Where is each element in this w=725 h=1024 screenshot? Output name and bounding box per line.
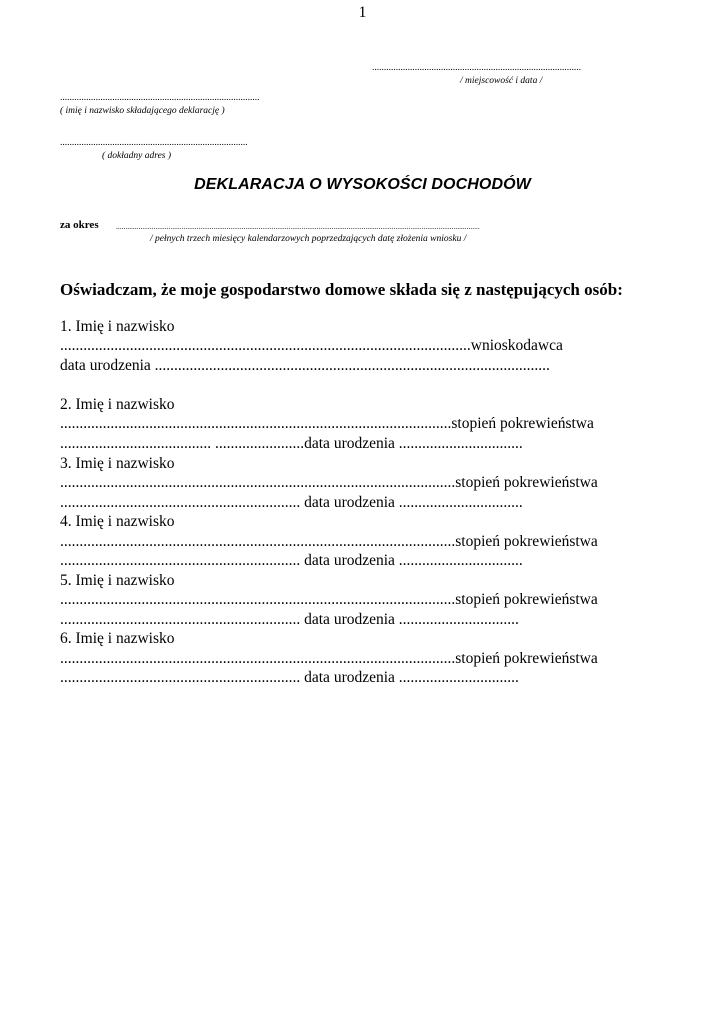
place-date-dots: ........................................................................................ (372, 63, 581, 73)
period-label: za okres (60, 219, 99, 231)
person-1-line1: ..........................................................................................................wnioskodawca (60, 337, 563, 354)
period-caption: / pełnych trzech miesięcy kalendarzowych poprzedzających datę złożenia wniosku / (150, 234, 467, 244)
person-1-heading: 1. Imię i nazwisko (60, 318, 175, 335)
declarant-name-caption: ( imię i nazwisko składającego deklarację ) (60, 106, 225, 116)
person-5-heading: 5. Imię i nazwisko (60, 572, 175, 589)
person-6-line2: .............................................................. data urodzenia ............................... (60, 669, 519, 686)
person-4-line2: .............................................................. data urodzenia ................................ (60, 552, 523, 569)
place-date-caption: / miejscowość i data / (460, 76, 543, 86)
person-2-heading: 2. Imię i nazwisko (60, 396, 175, 413)
address-dots: ............................................................................... (60, 138, 248, 148)
person-2-line1: .....................................................................................................stopień pokrewieństwa (60, 415, 594, 432)
address-caption: ( dokładny adres ) (102, 151, 172, 161)
person-4-line1: ......................................................................................................stopień pokrewieństwa (60, 533, 598, 550)
person-5-line1: ......................................................................................................stopień pokrewieństwa (60, 591, 598, 608)
person-6-heading: 6. Imię i nazwisko (60, 630, 175, 647)
person-3-line2: .............................................................. data urodzenia ................................ (60, 494, 523, 511)
page-number: 1 (358, 4, 367, 21)
person-3-heading: 3. Imię i nazwisko (60, 455, 175, 472)
person-1-line2: data urodzenia ...................................................................................................... (60, 357, 550, 374)
period-dots: .................................................................................................................................................................................................. (116, 222, 480, 231)
person-2-line2: ....................................... .......................data urodzenia ................................ (60, 435, 523, 452)
document-title: DEKLARACJA O WYSOKOŚCI DOCHODÓW (194, 176, 531, 193)
person-3-line1: ......................................................................................................stopień pokrewieństwa (60, 474, 598, 491)
person-6-line1: ......................................................................................................stopień pokrewieństwa (60, 650, 598, 667)
person-5-line2: .............................................................. data urodzenia ............................... (60, 611, 519, 628)
declarant-name-dots: .................................................................................... (60, 93, 260, 103)
household-statement: Oświadczam, że moje gospodarstwo domowe składa się z następujących osób: (60, 280, 623, 299)
person-4-heading: 4. Imię i nazwisko (60, 513, 175, 530)
